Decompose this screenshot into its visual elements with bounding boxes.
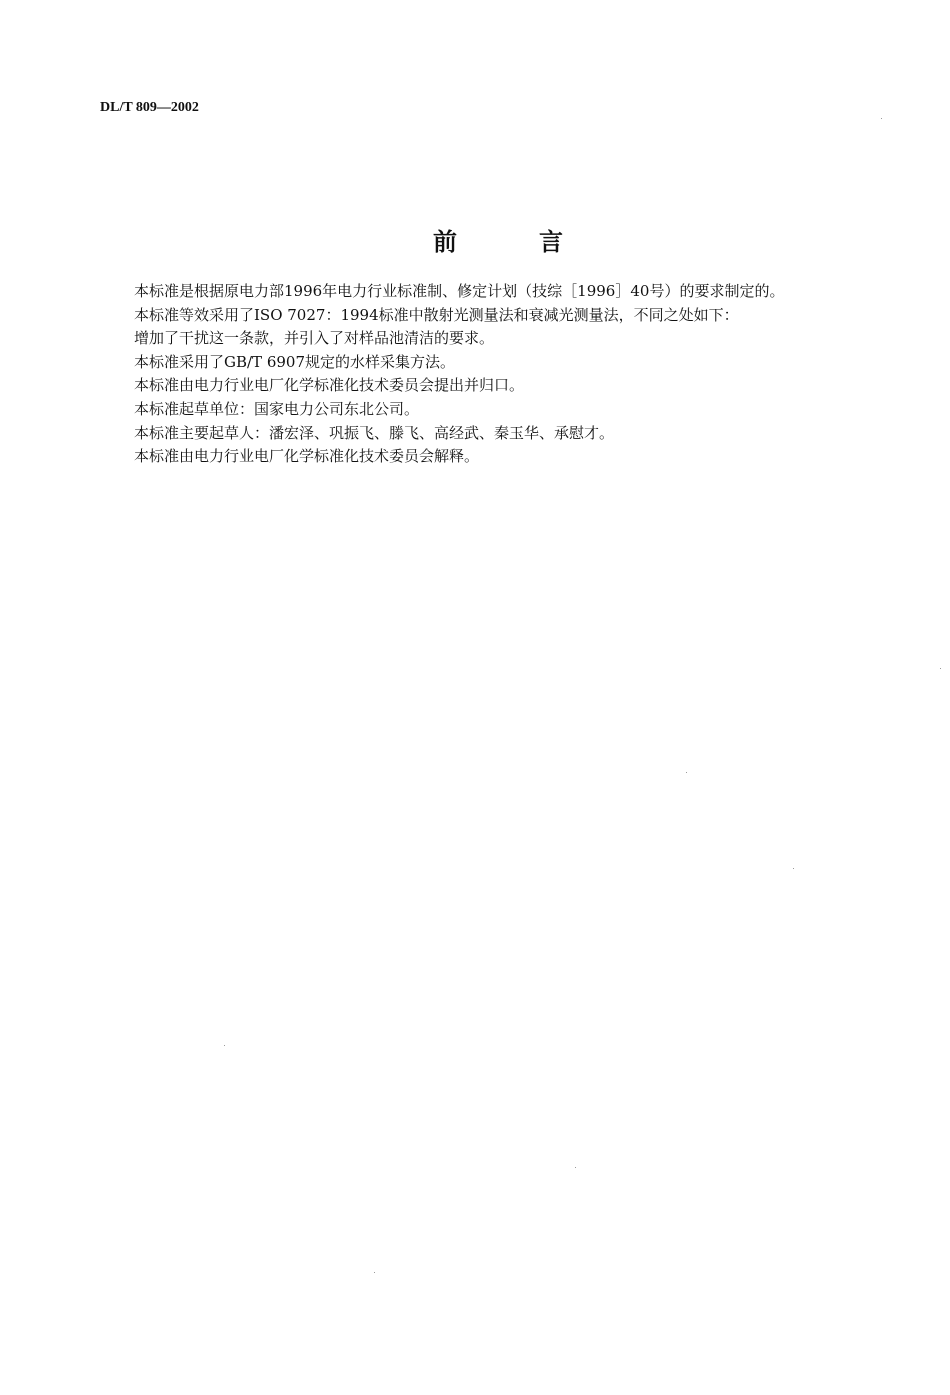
scan-speck (374, 1272, 375, 1273)
foreword-body (134, 280, 924, 469)
paragraph-drafting-unit: 本标准起草单位：国家电力公司东北公司。 (134, 399, 420, 418)
paragraph-equivalence: 本标准等效采用了ISO 7027：1994标准中散射光测量法和衰减光测量法，不同之处如下： (134, 305, 739, 324)
paragraph-differences: 增加了干扰这一条款，并引入了对样品池清洁的要求。 (134, 329, 495, 348)
paragraph-interpretation: 本标准由电力行业电厂化学标准化技术委员会解释。 (134, 447, 480, 466)
paragraph-proposer: 本标准由电力行业电厂化学标准化技术委员会提出并归口。 (134, 376, 525, 395)
scan-speck (224, 1045, 225, 1046)
scan-speck (686, 772, 687, 773)
title-char-qian: 前 (433, 228, 457, 256)
page-title (0, 222, 950, 254)
standard-code-header: DL/T 809—2002 (100, 100, 199, 115)
paragraph-sampling-method: 本标准采用了GB/T 6907规定的水样采集方法。 (134, 352, 456, 371)
paragraph-drafters: 本标准主要起草人：潘宏泽、巩振飞、滕飞、高经武、秦玉华、承慰才。 (134, 423, 615, 442)
scan-speck (940, 668, 941, 669)
paragraph-basis: 本标准是根据原电力部1996年电力行业标准制、修定计划（技综［1996］40号）的要求制定的。 (134, 282, 785, 300)
scan-speck (881, 118, 882, 119)
title-char-yan: 言 (539, 228, 563, 256)
scan-speck (575, 1167, 576, 1168)
scan-speck (793, 868, 794, 869)
